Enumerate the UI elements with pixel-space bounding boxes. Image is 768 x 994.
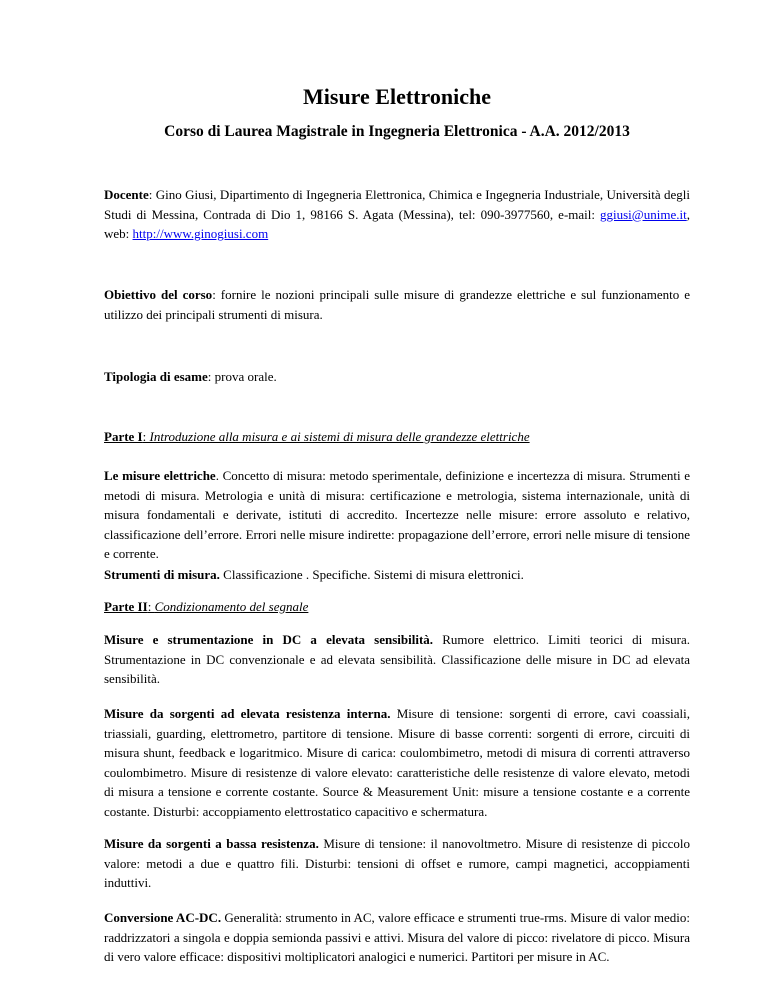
misure-dc-label: Misure e strumentazione in DC a elevata sensibilità.: [104, 632, 434, 647]
obiettivo-text: : fornire le nozioni principali sulle misure di grandezze elettriche e sul funzionamento e utilizzo dei principali strumenti di misura.: [104, 287, 690, 322]
esame-label: Tipologia di esame: [104, 369, 208, 384]
strumenti-text: Classificazione . Specifiche. Sistemi di misura elettronici.: [219, 567, 524, 582]
web-prefix: , web:: [104, 206, 690, 241]
esame-text: : prova orale.: [207, 369, 277, 384]
bassa-resistenza-paragraph: [104, 834, 690, 893]
conversione-paragraph: [104, 908, 690, 967]
parte-1-sep: :: [142, 429, 150, 444]
misure-dc-text: Rumore elettrico. Limiti teorici di misura. Strumentazione in DC convenzionale e ad elevata sensibilità. Classificazione delle misure in DC ad elevata sensibilità.: [104, 632, 691, 686]
conversione-label: Conversione AC-DC.: [104, 910, 222, 925]
conversione-text: Generalità: strumento in AC, valore efficace e strumenti true-rms. Misure di valor medio: raddrizzatori a singola e doppia semionda passivi e attivi. Misura del valore di picco: rivelatore di picco. Misura di vero valore efficace: dispositivi moltiplicatori analogici e numerici. Partitori per misure in AC.: [104, 910, 691, 964]
misure-dc-paragraph: [104, 630, 690, 689]
misure-elettriche-label: Le misure elettriche: [104, 468, 216, 483]
bassa-resistenza-label: Misure da sorgenti a bassa resistenza.: [104, 836, 319, 851]
parte-2-label: Parte II: [104, 599, 148, 614]
strumenti-label: Strumenti di misura.: [104, 567, 220, 582]
misure-elettriche-text: . Concetto di misura: metodo sperimentale, definizione e incertezza di misura. Strumenti e metodi di misura. Metrologia e unità di misura: certificazione e metrologia, sistema internazionale, unità di misura fondamentali e derivate, istituti di accredito. Incertezze nelle misure: errore assoluto e relativo, classificazione dell’errore. Errori nelle misure indirette: propagazione dell’errore, errori nelle misure di tensione e corrente.: [104, 468, 690, 561]
email-link[interactable]: ggiusi@unime.it: [600, 206, 687, 222]
website-link[interactable]: http://www.ginogiusi.com: [132, 226, 269, 241]
alta-resistenza-label: Misure da sorgenti ad elevata resistenza interna.: [104, 706, 391, 721]
parte-1-title: Introduzione alla misura e ai sistemi di misura delle grandezze elettriche: [149, 429, 530, 444]
bassa-resistenza-text: Misure di tensione: il nanovoltmetro. Misure di resistenze di piccolo valore: metodi a due e quattro fili. Disturbi: tensioni di offset e rumore, campi magnetici, accoppiamenti induttivi.: [104, 836, 691, 890]
page-subtitle: Corso di Laurea Magistrale in Ingegneria Elettronica - A.A. 2012/2013: [164, 123, 630, 140]
parte-2-sep: :: [147, 599, 155, 614]
docente-text: : Gino Giusi, Dipartimento di Ingegneria Elettronica, Chimica e Ingegneria Industriale, Università degli Studi di Messina, Contrada di Dio 1, 98166 S. Agata (Messina), tel: 090-3977560, e-mail:: [104, 187, 690, 222]
obiettivo-label: Obiettivo del corso: [104, 287, 213, 302]
page-title: Misure Elettroniche: [303, 84, 491, 109]
docente-paragraph: [104, 185, 690, 244]
docente-label: Docente: [104, 187, 149, 202]
parte-1-label: Parte I: [104, 429, 143, 444]
parte-2-title: Condizionamento del segnale: [154, 599, 309, 614]
alta-resistenza-paragraph: [104, 704, 690, 821]
alta-resistenza-text: Misure di tensione: sorgenti di errore, cavi coassiali, triassiali, guarding, elettrometro, partitore di tensione. Misure di basse correnti: sorgenti di errore, circuiti di misura shunt, feedback e logaritmico. Misure di carica: coulombimetro, metodi di misura di correnti attraverso coulombimetro. Misure di resistenze di valore elevato: caratteristiche delle resistenze di valore elevato, metodi di misura a tensione e corrente costante. Source & Measurement Unit: misure a tensione costante e a corrente costante. Disturbi: accoppiamento elettrostatico capacitivo e schermatura.: [104, 706, 691, 819]
obiettivo-paragraph: [104, 285, 690, 324]
strumenti-paragraph: [104, 565, 690, 585]
parte-1-heading: [104, 427, 690, 447]
esame-paragraph: [104, 367, 690, 387]
misure-elettriche-paragraph: [104, 466, 690, 564]
parte-2-heading: [104, 597, 690, 617]
